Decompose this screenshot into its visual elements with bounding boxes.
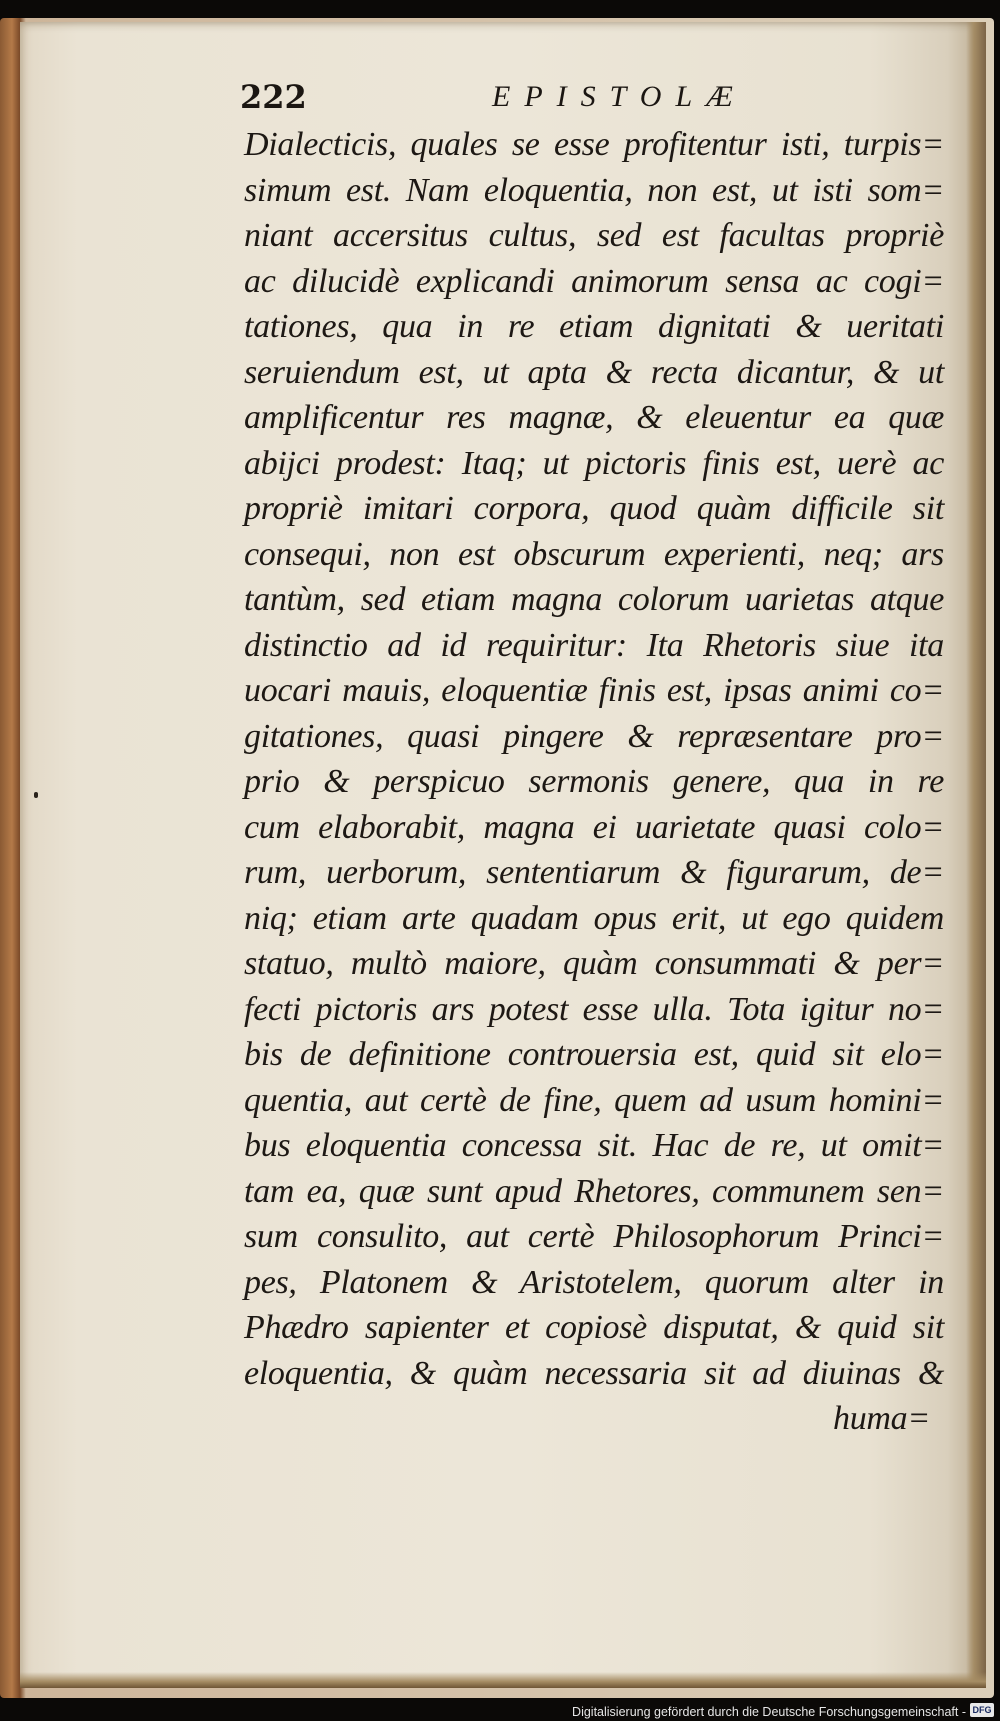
running-title: EPISTOLÆ <box>492 80 747 113</box>
catchword: huma= <box>833 1400 930 1437</box>
text-line: quentia, aut certè de fine, quem ad usum homini= <box>244 1081 944 1119</box>
text-line: niq; etiam arte quadam opus erit, ut ego quidem <box>244 899 944 937</box>
text-line: Dialecticis, quales se esse profitentur isti, turpis= <box>244 126 944 163</box>
text-line: eloquentia, & quàm necessaria sit ad diuinas & <box>244 1354 944 1392</box>
text-line: pes, Platonem & Aristotelem, quorum alter in <box>244 1263 944 1301</box>
text-line: amplificentur res magnæ, & eleuentur ea quæ <box>244 399 944 436</box>
text-line: propriè imitari corpora, quod quàm difficile sit <box>244 490 944 527</box>
text-line: fecti pictoris ars potest esse ulla. Tota igitur no= <box>244 990 944 1028</box>
page-bottom-edge <box>20 1672 986 1688</box>
text-line: abijci prodest: Itaq; ut pictoris finis est, uerè ac <box>244 444 944 482</box>
page-fore-edge <box>966 22 986 1688</box>
text-line: tantùm, sed etiam magna colorum uarietas atque <box>244 581 944 618</box>
text-line: cum elaborabit, magna ei uarietate quasi colo= <box>244 808 944 846</box>
text-line: bus eloquentia concessa sit. Hac de re, ut omit= <box>244 1127 944 1164</box>
text-line: seruiendum est, ut apta & recta dicantur, & ut <box>244 353 944 391</box>
body-text <box>244 122 944 1442</box>
ink-speck <box>34 792 38 798</box>
text-line: tationes, qua in re etiam dignitati & ueritati <box>244 308 944 345</box>
running-head <box>222 78 862 122</box>
text-line: niant accersitus cultus, sed est facultas propriè <box>244 217 944 254</box>
text-line: ac dilucidè explicandi animorum sensa ac cogi= <box>244 262 944 300</box>
text-line: distinctio ad id requiritur: Ita Rhetoris siue ita <box>244 626 944 664</box>
text-line: sum consulito, aut certè Philosophorum Princi= <box>244 1218 944 1255</box>
text-line: Phædro sapienter et copiosè disputat, & quid sit <box>244 1309 944 1346</box>
text-line: consequi, non est obscurum experienti, neq; ars <box>244 535 944 573</box>
text-line: bis de definitione controuersia est, quid sit elo= <box>244 1036 944 1073</box>
text-line: statuo, multò maiore, quàm consummati & per= <box>244 945 944 982</box>
text-line: uocari mauis, eloquentiæ finis est, ipsas animi co= <box>244 672 944 709</box>
text-line: tam ea, quæ sunt apud Rhetores, communem sen= <box>244 1172 944 1210</box>
dfg-logo: DFG <box>970 1703 994 1717</box>
page-number: 222 <box>240 78 307 116</box>
text-line: rum, uerborum, sententiarum & figurarum, de= <box>244 854 944 891</box>
digitization-credit: Digitalisierung gefördert durch die Deutsche Forschungsgemeinschaft - <box>572 1705 966 1719</box>
text-line: simum est. Nam eloquentia, non est, ut isti som= <box>244 171 944 209</box>
footer-bar <box>0 1698 1000 1721</box>
text-line: prio & perspicuo sermonis genere, qua in re <box>244 763 944 800</box>
text-line: gitationes, quasi pingere & repræsentare pro= <box>244 717 944 755</box>
